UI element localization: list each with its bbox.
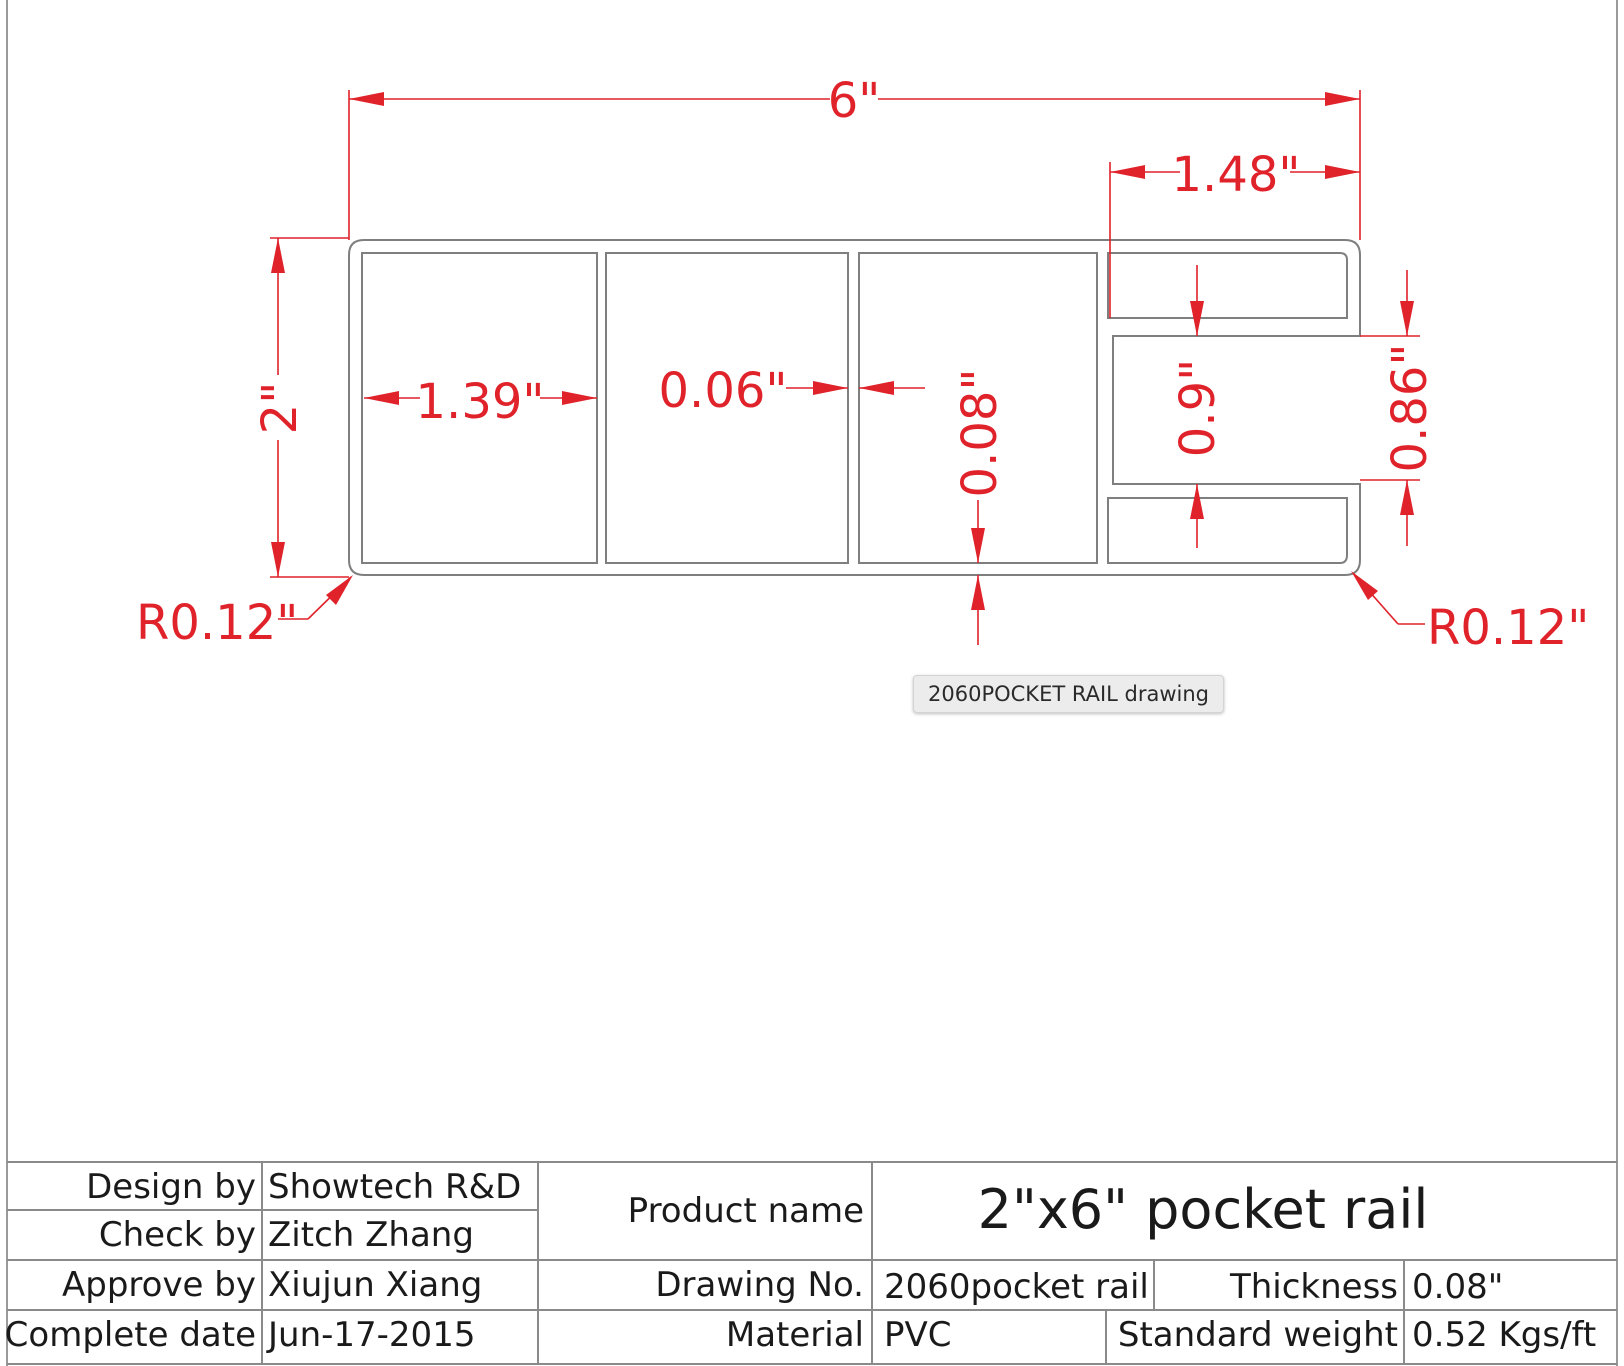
dim-radius-right-label: R0.12" bbox=[1427, 600, 1590, 656]
dim-overall-width-label: 6" bbox=[827, 73, 881, 129]
thickness-value: 0.08" bbox=[1412, 1267, 1504, 1307]
standard-weight-label: Standard weight bbox=[1117, 1315, 1398, 1355]
complete-date-value: Jun-17-2015 bbox=[268, 1315, 476, 1355]
check-by-label: Check by bbox=[98, 1215, 256, 1255]
dimension-pocket-inner bbox=[1170, 265, 1226, 548]
approve-by-value: Xiujun Xiang bbox=[268, 1265, 483, 1305]
thickness-label: Thickness bbox=[1229, 1267, 1398, 1307]
dimension-radius-right bbox=[1351, 571, 1589, 656]
design-by-value: Showtech R&D bbox=[268, 1167, 522, 1207]
dimension-pocket-width bbox=[1110, 147, 1360, 318]
dim-pocket-opening-label: 0.86" bbox=[1382, 343, 1438, 473]
material-value: PVC bbox=[884, 1315, 952, 1355]
product-name-label: Product name bbox=[627, 1191, 864, 1231]
approve-by-label: Approve by bbox=[61, 1265, 256, 1305]
dim-pocket-width-label: 1.48" bbox=[1171, 147, 1301, 203]
dim-web-thickness-label: 0.06" bbox=[658, 363, 788, 419]
dim-pocket-inner-label: 0.9" bbox=[1170, 358, 1226, 458]
title-block bbox=[5, 1162, 1617, 1364]
product-name-value: 2"x6" pocket rail bbox=[977, 1178, 1429, 1241]
dim-height-label: 2" bbox=[252, 381, 308, 435]
standard-weight-value: 0.52 Kgs/ft bbox=[1412, 1315, 1597, 1355]
dimension-radius-left bbox=[136, 575, 353, 651]
material-label: Material bbox=[725, 1315, 864, 1355]
dim-radius-left-label: R0.12" bbox=[136, 595, 299, 651]
design-by-label: Design by bbox=[86, 1167, 256, 1207]
dimension-cell-width bbox=[364, 374, 597, 430]
check-by-value: Zitch Zhang bbox=[268, 1215, 474, 1255]
dimension-height bbox=[252, 238, 349, 577]
drawing-no-value: 2060pocket rail bbox=[884, 1267, 1149, 1307]
dimension-pocket-opening bbox=[1360, 270, 1438, 546]
dim-wall-thickness-label: 0.08" bbox=[952, 368, 1008, 498]
dimension-web-thickness bbox=[659, 363, 925, 419]
image-tooltip: 2060POCKET RAIL drawing bbox=[913, 675, 1224, 713]
drawing-no-label: Drawing No. bbox=[655, 1265, 864, 1305]
complete-date-label: Complete date bbox=[4, 1315, 256, 1355]
dim-cell-width-label: 1.39" bbox=[415, 374, 545, 430]
dimension-wall-thickness bbox=[952, 369, 1008, 645]
